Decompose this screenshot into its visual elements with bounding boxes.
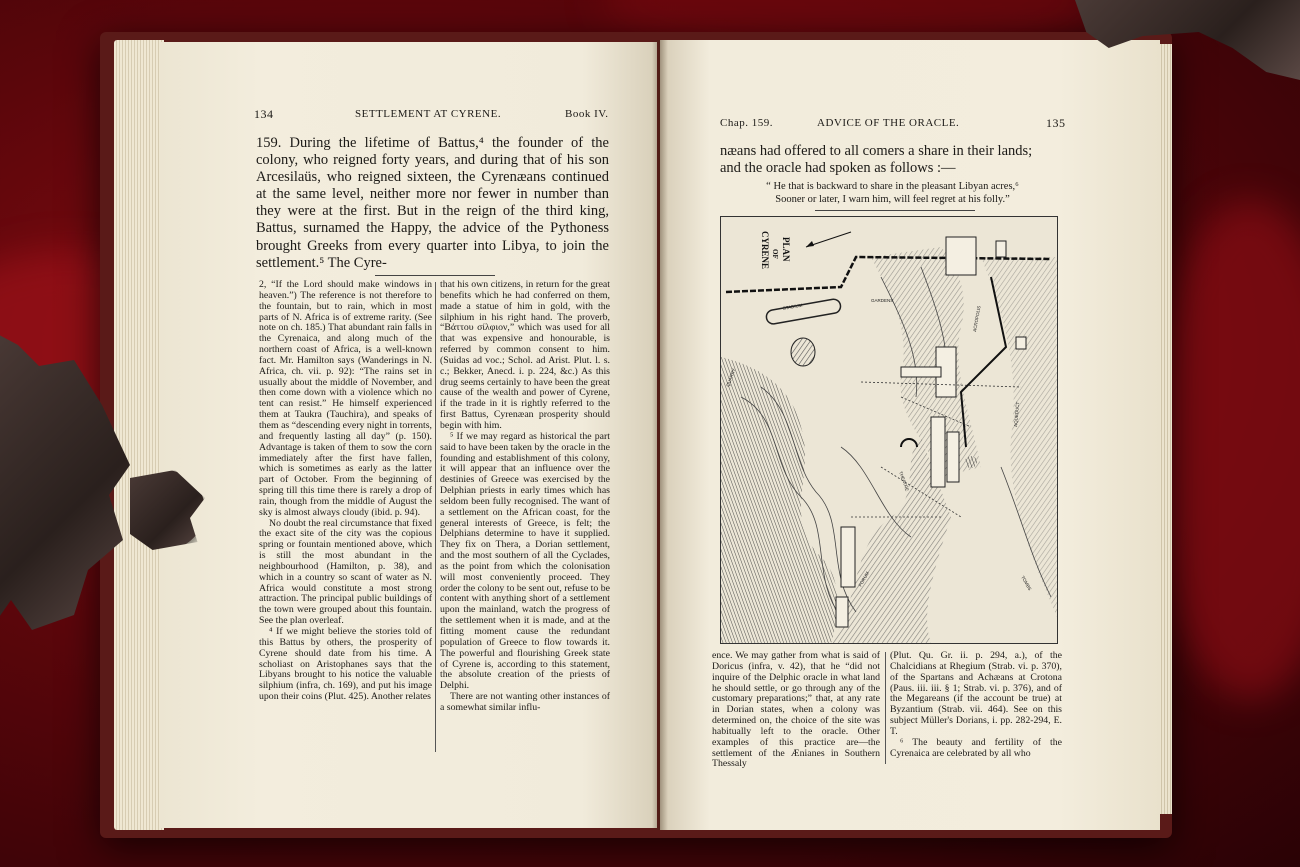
map-title bbox=[760, 231, 791, 269]
theatre bbox=[791, 338, 815, 366]
right-main-text bbox=[720, 143, 1065, 177]
footnote-text: 2, “If the Lord should make windows in heaven.”) The reference is not therefore to the fountain, but to rain, which in most parts of N. Africa is of extreme rarity. (See note on ch. 185.) That abundant rain falls in the Cyrenaica, and along much of the northern coast of Africa, is a well-known fact. Mr. Hamilton says (Wanderings in N. Africa, ch. vii. p. 92): “The rains set in usually about the middle of November, and then come down with a violence which no tent can resist.” He himself experienced them at Taukra (Tauchira), and speaks of them as “descending every night in torrents, and frequently lasting all day” (p. 150). Advantage is taken of them to sow the corn immediately after the first have fallen, which is sometimes as early as the latter part of October. From the beginning of spring till this time there is rarely a drop of rain, though from the middle of August the sky is almost always cloudy (ibid. p. 94). bbox=[259, 279, 432, 518]
quote-rule bbox=[815, 210, 975, 211]
left-notes-column-2 bbox=[440, 280, 610, 714]
right-notes-column-1 bbox=[712, 651, 880, 770]
book-gutter bbox=[652, 40, 668, 830]
main-text-line: næans had offered to all comers a share in their lands; bbox=[720, 143, 1033, 159]
column-divider bbox=[435, 282, 436, 752]
left-page-edges bbox=[114, 40, 164, 830]
left-main-text bbox=[256, 135, 609, 272]
fountain bbox=[901, 439, 917, 447]
right-page-number: 135 bbox=[1046, 116, 1066, 130]
map-title-line: CYRENE bbox=[760, 231, 770, 270]
footnote-6: ⁶ The beauty and fertility of the Cyrenaica are celebrated by all who bbox=[890, 736, 1062, 759]
footnote-text: There are not wanting other instances of a somewhat similar influ- bbox=[440, 691, 610, 713]
map-illustration bbox=[721, 217, 1057, 643]
footnote-text: that his own citizens, in return for the great benefits which he had conferred on them, made a statue of him in gold, with the silphium in his right hand. The proverb, “Βάττου σίλφιον,” which was used for all that was expensive and honourable, is referred by common consent to him. (Suidas ad voc.; Schol. ad Arist. Plut. l. s. c.; Bekker, Anecd. i. p. 224, &c.) As this drug seems certainly to have been the great cause of the wealth and power of Cyrene, if the trade in it is rightly referred to the first Battus, Cyrenæan prosperity should begin with him. bbox=[440, 279, 610, 431]
footnote-5: ⁵ If we may regard as historical the part said to have been taken by the oracle in the founding and establishment of this colony, it will appear that an influence over the destinies of Greece was exercised by the Delphian priests in early times which has seldom been fully recognised. The want of a settlement on the African coast, for the general interests of Greece, is felt; the Delphians determine to have it supplied. They fix on Thera, a Dorian settlement, and the most southern of all the Cyclades, as the point from which the colonisation will most conveniently proceed. They order the colony to be sent out, refuse to be content with anything short of a settlement upon the mainland, watch the progress of the settlement when it is made, and at the fitting moment cause the redundant population of Greece to flow towards it. The powerful and flourishing Greek state of Cyrene is, according to this statement, the absolute creation of the priests of Delphi. bbox=[440, 430, 610, 692]
map-label: AQUEDUCT bbox=[1013, 401, 1021, 428]
paragraph-159: 159. During the lifetime of Battus,⁴ the founder of the colony, who reigned forty years, and during that of his son Arcesilaüs, who reigned sixteen, the Cyrenæans continued at the same level, neither more nor fewer in number than they were at the first. But in the reign of the third king, Battus, surnamed the Happy, the advice of the Pythoness brought Greeks from every quarter into Libya, to join the settlement.⁵ The Cyre- bbox=[256, 135, 609, 271]
map-label: TOMBS bbox=[1020, 575, 1033, 592]
map-label: THEATRE bbox=[898, 470, 910, 492]
footnote-text: ence. We may gather from what is said of Doricus (infra, v. 42), that he “did not inquire of the Delphic oracle in what land he should settle, or go through any of the customary preparations;” that, at any rate in Dorian states, when a colony was determined on, the choice of the site was habitually left to the oracle. Other examples of this practice are—the settlement of the Ænianes in Southern Thessaly bbox=[712, 650, 880, 770]
north-arrow bbox=[806, 241, 814, 247]
hill-terrain bbox=[981, 257, 1057, 617]
map-title-line: PLAN bbox=[781, 237, 791, 262]
quote-line: Sooner or later, I warn him, will feel regret at his folly.” bbox=[775, 194, 1010, 205]
right-running-title: ADVICE OF THE ORACLE. bbox=[817, 117, 960, 129]
footnote-4: ⁴ If we might believe the stories told of this Battus by others, the prosperity of Cyrene should date from his time. A scholiast on Aristophanes says that the Libyans brought to his notice the valuable silphium (infra, ch. 169), and put his image upon their coins (Plut. 425). Another relates bbox=[259, 626, 432, 703]
right-notes-column-2 bbox=[890, 651, 1062, 759]
footnote-text: (Plut. Qu. Gr. ii. p. 294, a.), of the Chalcidians at Rhegium (Strab. vi. p. 370), of the Spartans and Achæans at Crotona (Paus. iii. iii. § 1; Strab. vi. p. 376), and of the Megareans (if the account be true) at Byzantium (Strab. vii. 464). See on this subject Müller's Dorians, i. pp. 282-294, E. T. bbox=[890, 650, 1062, 737]
left-running-title: SETTLEMENT AT CYRENE. bbox=[355, 108, 502, 120]
map-label: QUARRY bbox=[725, 367, 737, 388]
footnote-text: No doubt the real circumstance that fixed the exact site of the city was the copious spring or fountain mentioned above, which is still the most abundant in the neighbourhood (Hamilton, p. 38), and which in a country so scant of water as N. Africa would constitute a most strong attraction. The principal public buildings of the town were grouped about this fountain. See the plan overleaf. bbox=[259, 517, 432, 627]
map-label: STADIUM bbox=[782, 302, 803, 311]
hill-terrain bbox=[721, 357, 838, 643]
column-divider bbox=[885, 652, 886, 764]
oracle-quote bbox=[725, 180, 1060, 206]
cloth-fold bbox=[1150, 200, 1300, 700]
main-text-line: and the oracle had spoken as follows :— bbox=[720, 160, 956, 177]
fountain bbox=[965, 456, 977, 468]
quote-line: “ He that is backward to share in the pleasant Libyan acres,⁶ bbox=[766, 181, 1019, 192]
map-title-line: OF bbox=[771, 249, 779, 259]
left-page-number: 134 bbox=[254, 107, 274, 121]
map-label: GARDENS bbox=[871, 298, 894, 303]
footnote-rule bbox=[375, 275, 495, 276]
map-label: ACROPOLIS bbox=[972, 305, 982, 333]
right-running-chapter: Chap. 159. bbox=[720, 117, 773, 129]
stadium bbox=[765, 298, 841, 325]
left-notes-column-1 bbox=[259, 280, 432, 703]
map-label: FORUM bbox=[857, 570, 871, 588]
plan-of-cyrene-map bbox=[720, 216, 1058, 644]
left-running-book: Book IV. bbox=[565, 108, 609, 120]
